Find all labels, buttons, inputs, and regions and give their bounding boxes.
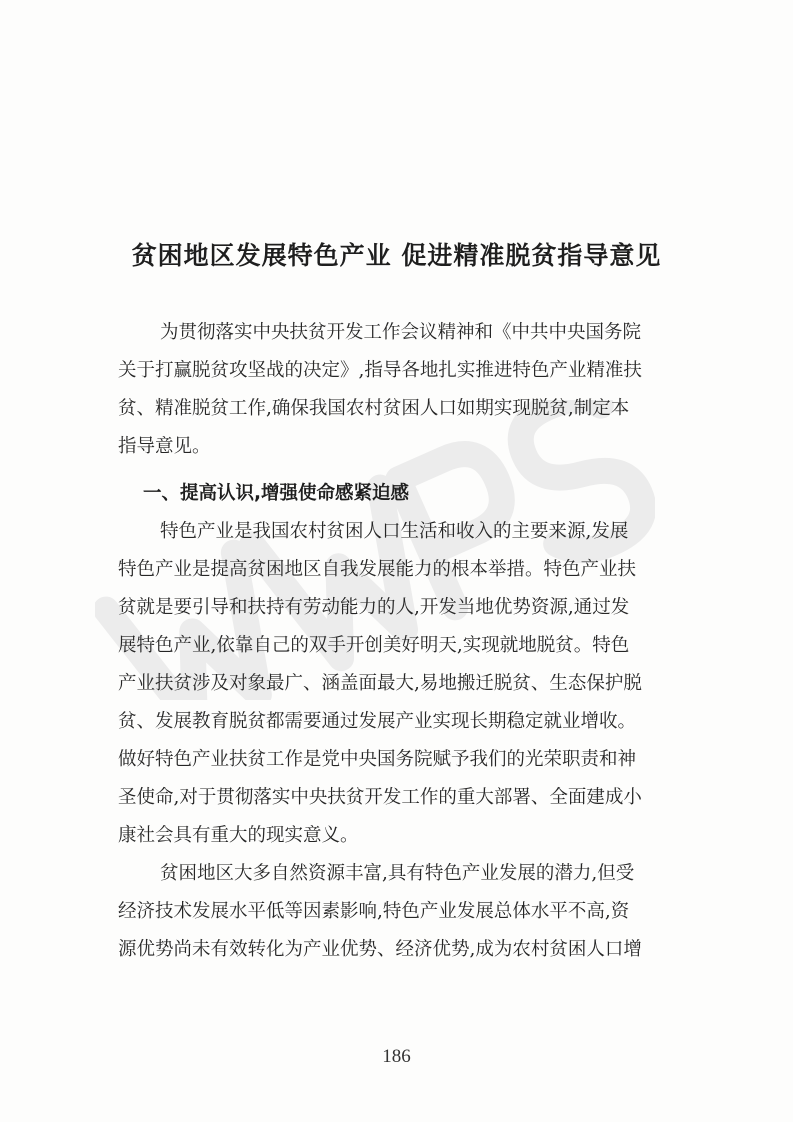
body-line-6: 贫、发展教育脱贫都需要通过发展产业实现长期稳定就业增收。 [118, 711, 637, 732]
body-line-10: 贫困地区大多自然资源丰富,具有特色产业发展的潜力,但受 [160, 863, 635, 884]
body-line-9: 康社会具有重大的现实意义。 [118, 825, 359, 846]
page-number: 186 [382, 1046, 411, 1067]
intro-line-4: 指导意见。 [118, 436, 211, 457]
document-title: 贫困地区发展特色产业 促进精准脱贫指导意见 [131, 241, 662, 270]
body-line-3: 贫就是要引导和扶持有劳动能力的人,开发当地优势资源,通过发 [118, 597, 630, 618]
body-line-5: 产业扶贫涉及对象最广、涵盖面最大,易地搬迁脱贫、生态保护脱 [118, 673, 642, 694]
body-line-1: 特色产业是我国农村贫困人口生活和收入的主要来源,发展 [160, 521, 629, 542]
body-line-4: 展特色产业,依靠自己的双手开创美好明天,实现就地脱贫。特色 [118, 635, 630, 656]
body-line-12: 源优势尚未有效转化为产业优势、经济优势,成为农村贫困人口增 [118, 939, 642, 960]
body-line-8: 圣使命,对于贯彻落实中央扶贫开发工作的重大部署、全面建成小 [118, 787, 642, 808]
intro-line-2: 关于打赢脱贫攻坚战的决定》,指导各地扎实推进特色产业精准扶 [118, 360, 642, 381]
body-line-7: 做好特色产业扶贫工作是党中央国务院赋予我们的光荣职责和神 [118, 749, 637, 770]
body-line-11: 经济技术发展水平低等因素影响,特色产业发展总体水平不高,资 [118, 901, 630, 922]
section-heading: 一、提高认识,增强使命感紧迫感 [143, 483, 410, 504]
intro-line-3: 贫、精准脱贫工作,确保我国农村贫困人口如期实现脱贫,制定本 [118, 398, 630, 419]
intro-line-1: 为贯彻落实中央扶贫开发工作会议精神和《中共中央国务院 [160, 322, 642, 343]
body-line-2: 特色产业是提高贫困地区自我发展能力的根本举措。特色产业扶 [118, 559, 637, 580]
